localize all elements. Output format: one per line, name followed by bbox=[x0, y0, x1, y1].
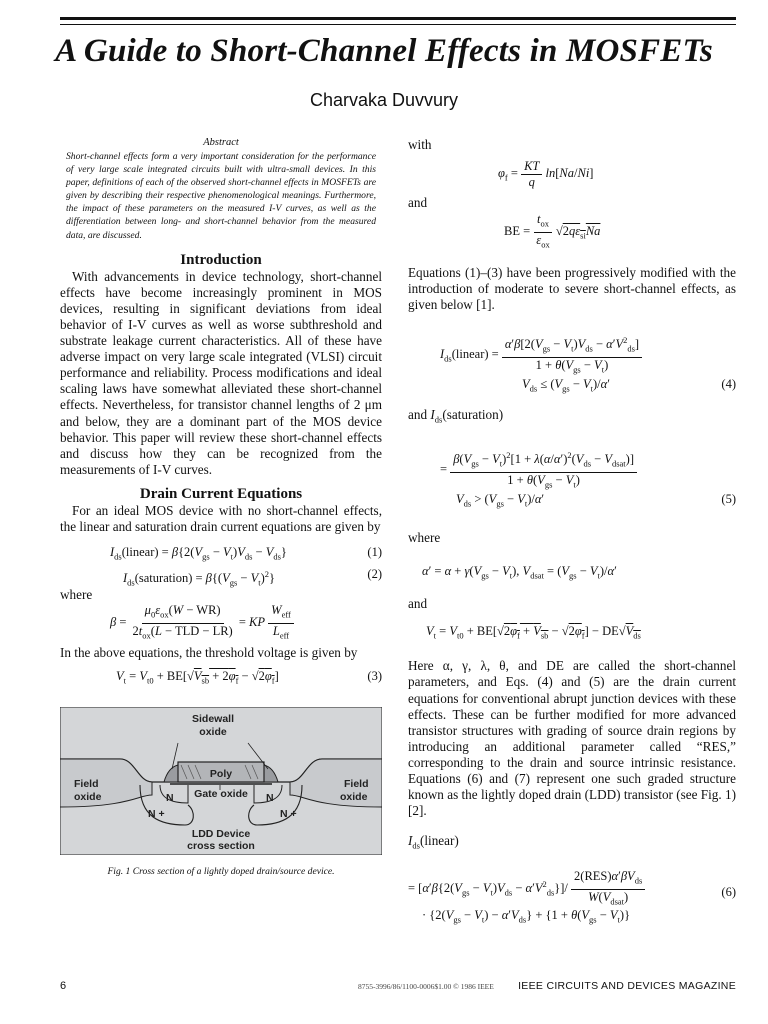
label-n-minus-left: N bbox=[166, 792, 174, 805]
where-label-right: where bbox=[408, 530, 441, 546]
author-name: Charvaka Duvvury bbox=[309, 90, 459, 110]
abstract-heading: Abstract bbox=[203, 137, 239, 148]
threshold-text: In the above equations, the threshold voltage is given by bbox=[60, 645, 358, 661]
with-label: with bbox=[408, 137, 432, 152]
equation-6: = $[\alpha'\beta\{2(V_{gs} - V_t)V_{ds} - \alpha'V^2_{ds}\}]/$ $\frac{2(RES)\alpha'\beta V_{ds}}{W(V_{dsat})}$ (6) bbox=[408, 864, 736, 904]
page-number: 6 bbox=[60, 980, 67, 992]
label-sidewall-oxide: oxide bbox=[199, 726, 227, 739]
equation-3: $V_t = V_{t0} + BE[√V_{sb} + 2\varphi_f - √2\varphi_f]$ (3) bbox=[60, 665, 382, 687]
page-footer bbox=[60, 980, 736, 996]
eq-number-1: (1) bbox=[367, 545, 382, 560]
eq-number-4: (4) bbox=[721, 377, 736, 392]
figure-caption: Fig. 1 Cross section of a lightly doped drain/source device. bbox=[107, 866, 335, 878]
label-n-plus-right: N + bbox=[280, 808, 297, 821]
label-field-right: Field bbox=[344, 778, 369, 791]
ldd-cross-section-diagram bbox=[60, 707, 382, 855]
equation-4: $I_{ds}(linear)$ = $\frac{\alpha'\beta[2(V_{gs} - V_t)V_{ds} - \alpha'V^2_{ds}]}{1 + \theta(V_{gs} - V_t)}$ bbox=[408, 333, 736, 373]
eq-number-2: (2) bbox=[367, 567, 382, 582]
equation-5-condition: $V_{ds} > (V_{gs} - V_t)/\alpha'$ (5) bbox=[408, 488, 736, 510]
article-title: A Guide to Short-Channel Effects in MOSFETs bbox=[55, 33, 713, 69]
top-rule-thin bbox=[60, 24, 736, 25]
label-n-minus-right: N bbox=[266, 792, 274, 805]
left-column bbox=[60, 137, 382, 878]
label-field-oxide-left: oxide bbox=[74, 791, 102, 804]
progress-text: Equations (1)–(3) have been progressively modified with the introduction of moderate to severe short-channel effects, as given below [1]. bbox=[408, 265, 736, 313]
eq-number-6: (6) bbox=[721, 885, 736, 900]
label-sidewall: Sidewall bbox=[191, 713, 235, 726]
ids-linear-label: $I_{ds}(linear)$ bbox=[408, 833, 459, 851]
and-saturation-line: and $I_{ds}(saturation)$ bbox=[408, 407, 504, 426]
label-field-left: Field bbox=[74, 778, 99, 791]
label-poly: Poly bbox=[209, 768, 233, 781]
equation-6-continued: · $\{2(V_{gs} - V_t) - \alpha'V_{ds}\} + \{1 + \theta(V_{gs} - V_t)\}$ bbox=[422, 908, 631, 925]
magazine-name: IEEE CIRCUITS AND DEVICES MAGAZINE bbox=[518, 980, 736, 992]
eq-number-5: (5) bbox=[721, 492, 736, 507]
where-label: where bbox=[60, 587, 93, 603]
phi-equation: $\varphi_f$ = $\frac{KT}{q}$ ln[Na/Ni] bbox=[498, 158, 594, 189]
beta-equation: β = $\frac{\mu_0\varepsilon_{ox}(W - WR)}{2t_{ox}(L - TLD - LR)}$ = KP $\frac{W_{eff}}{L_{eff}}$ bbox=[60, 603, 382, 641]
drain-text: For an ideal MOS device with no short-channel effects, the linear and saturation drain current equations are given by bbox=[60, 502, 382, 534]
here-text: Here α, γ, λ, θ, and DE are called the short-channel parameters, and Eqs. (4) and (5) are the drain current equations for conventional abrupt junction devices with these effects. These can be further modified for more advanced transistor structures with grading of source drain regions by introducing an additional parameter called “RES,” corresponding to the drain and source intrinsic resistance. Equations (6) and (7) represent one such graded structure known as the lightly doped drain (LDD) transistor (see Fig. 1) [2]. bbox=[408, 658, 736, 819]
vt-equation: $V_t = V_{t0} + BE[√2\varphi_f + V_{sb} - √2\varphi_f] - DE√V_{ds}$ bbox=[426, 624, 641, 641]
and-label-2: and bbox=[408, 596, 428, 612]
equation-5: = $\frac{\beta(V_{gs} - V_t)^2[1 + \lambda(\alpha/\alpha')^2(V_{ds} - V_{dsat})]}{1 + \theta(V_{gs} - V_t)}$ bbox=[408, 448, 736, 488]
label-ldd-device: LDD Device bbox=[191, 828, 251, 841]
equation-2: $I_{ds}(saturation) = \beta\{(V_{gs} - V_t)^2\}$ (2) bbox=[60, 563, 382, 585]
label-cross-section: cross section bbox=[187, 840, 255, 853]
intro-text: With advancements in device technology, short-channel effects have become increasingly prominent in MOS devices, resulting in significant deviations from ideal behavior of I-V curves as well as worse subthreshold and substrate leakage current characteristics. All of these have adverse impact on very large scale integrated (VLSI) circuit performance and reliability. Process modifications and ideal scaling laws have somewhat alleviated these short-channel effects. Nevertheless, for transistor channel lengths of 2 μm and below, they are a dominant part of the MOS device behavior. This paper will review these short-channel effects and discuss how they can be recognized from the measurements of I-V curves. bbox=[60, 268, 382, 477]
label-n-plus-left: N + bbox=[148, 808, 165, 821]
be-equation: BE = $\frac{t_{ox}}{\varepsilon_{ox}}$ $√2q\varepsilon_{si}Na$ bbox=[504, 212, 601, 250]
top-rule-thick bbox=[60, 17, 736, 20]
abstract-text: Short-channel effects form a very important consideration for the performance of very large scale integrated circuits built with ultra-small devices. In this paper, definitions of each of the observed short-channel effects in MOSFETs are given by describing their respective phenomenological meanings. Furthermore, the impact of these parameters on the measured I-V curves, as well as the differentiation between long- and short-channel behavior from the measured data, are discussed. bbox=[66, 151, 376, 241]
eq-number-3: (3) bbox=[367, 669, 382, 684]
alpha-prime-equation: $\alpha' = \alpha + \gamma(V_{gs} - V_t)$, $V_{dsat} = (V_{gs} - V_t)/\alpha'$ bbox=[422, 564, 617, 581]
and-label-1: and bbox=[408, 195, 428, 211]
figure-1 bbox=[60, 707, 382, 878]
label-gate-oxide: Gate oxide bbox=[194, 788, 248, 801]
right-column bbox=[408, 137, 736, 926]
equation-4-condition: $V_{ds} \le (V_{gs} - V_t)/\alpha'$ (4) bbox=[408, 373, 736, 395]
intro-heading: Introduction bbox=[180, 251, 262, 268]
equation-1: $I_{ds}(linear) = \beta\{2(V_{gs} - V_t)V_{ds} - V_{ds}\}$ (1) bbox=[60, 541, 382, 563]
drain-heading: Drain Current Equations bbox=[139, 485, 303, 502]
label-field-oxide-right: oxide bbox=[340, 791, 368, 804]
copyright-code: 8755-3996/86/1100-0006$1.00 © 1986 IEEE bbox=[358, 982, 494, 991]
